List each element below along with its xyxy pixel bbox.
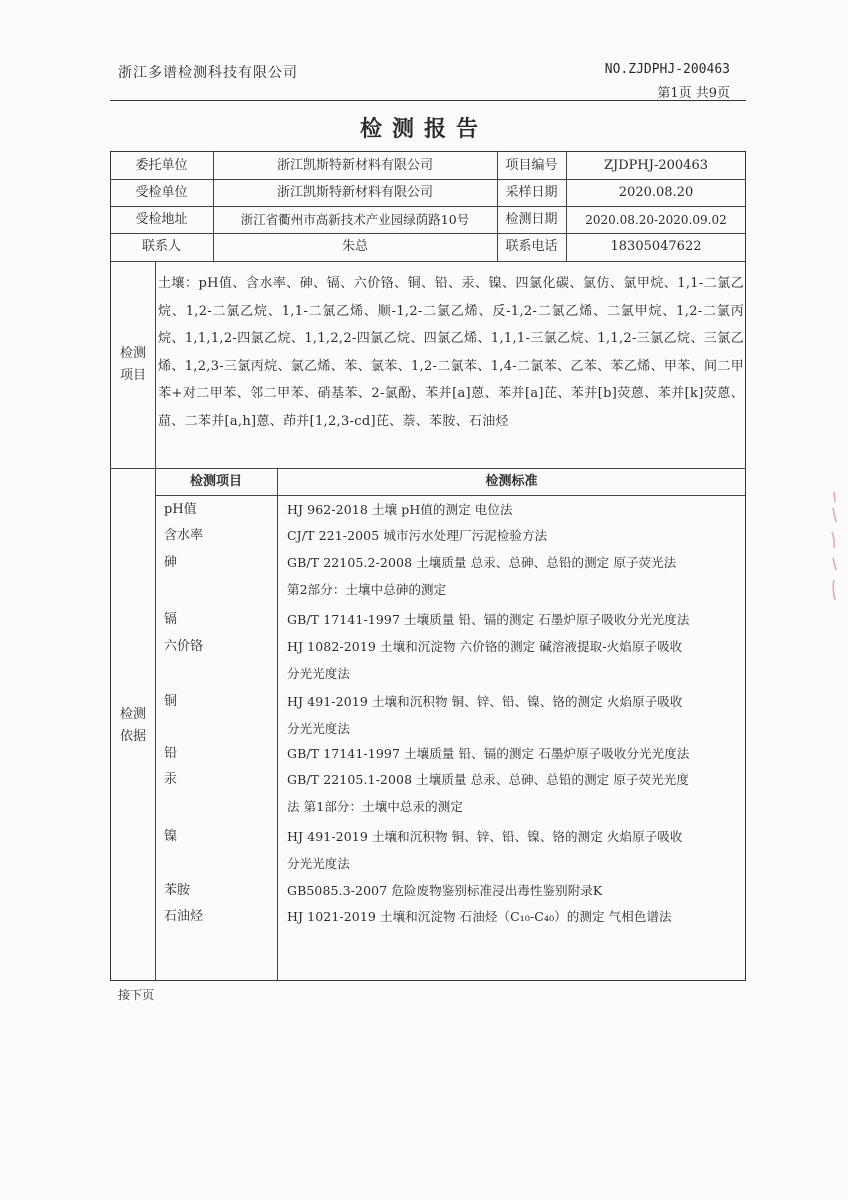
address-label: 受检地址 [135, 212, 188, 227]
basis-standard: HJ 1021-2019 土壤和沉淀物 石油烃（C₁₀-C₄₀）的测定 气相色谱法 [287, 909, 672, 924]
basis-standard: HJ 1082-2019 土壤和沉淀物 六价铬的测定 碱溶液提取-火焰原子吸收 [287, 639, 683, 654]
basis-standard-cont: 法 第1部分：土壤中总汞的测定 [287, 799, 463, 814]
inspected-value: 浙江凯斯特新材料有限公司 [276, 185, 433, 200]
row-divider [110, 233, 746, 234]
sampling-date-label: 采样日期 [505, 185, 558, 200]
company-name: 浙江多谱检测科技有限公司 [118, 65, 298, 81]
contact-label: 联系人 [141, 239, 181, 254]
basis-item: 苯胺 [164, 883, 191, 898]
basis-standard: CJ/T 221-2005 城市污水处理厂污泥检验方法 [287, 528, 548, 543]
report-number: NO.ZJDPHJ-200463 [604, 62, 730, 77]
basis-col-standard: 检测标准 [485, 474, 538, 489]
col-divider [155, 261, 156, 981]
col-divider [277, 468, 278, 981]
report-title: 检测报告 [359, 116, 488, 142]
basis-col-item: 检测项目 [189, 474, 242, 489]
basis-item: 镍 [164, 829, 178, 844]
contact-value: 朱总 [341, 239, 368, 254]
row-divider [110, 468, 746, 469]
basis-standard-cont: 分光光度法 [287, 856, 351, 871]
address-value: 浙江省衢州市高新技术产业园绿荫路10号 [240, 212, 470, 227]
items-label-line2: 项目 [119, 368, 146, 383]
client-label: 委托单位 [135, 158, 188, 173]
items-label [112, 343, 154, 387]
test-items-text: 土壤：pH值、含水率、砷、镉、六价铬、铜、铅、汞、镍、四氯化碳、氯仿、氯甲烷、1,1-二氯乙烷、1,2-二氯乙烷、1,1-二氯乙烯、顺-1,2-二氯乙烯、反-1,2-二氯乙烯、二氯甲烷、1,2-二氯丙烷、1,1,1,2-四氯乙烷、1,1,2,2-四氯乙烷、四氯乙烯、1,1,1-三氯乙烷、1,1,2-三氯乙烷、三氯乙烯、1,2,3-三氯丙烷、氯乙烯、苯、氯苯、1,2-二氯苯、1,4-二氯苯、乙苯、苯乙烯、甲苯、间二甲苯+对二甲苯、邻二甲苯、硝基苯、2-氯酚、苯并[a]蒽、苯并[a]芘、苯并[b]荧蒽、苯并[k]荧蒽、䓛、二苯并[a,h]蒽、茚并[1,2,3-cd]芘、萘、苯胺、石油烃 [158, 276, 744, 429]
basis-standard: GB/T 22105.1-2008 土壤质量 总汞、总砷、总铅的测定 原子荧光光度 [287, 772, 689, 787]
basis-standard: GB/T 17141-1997 土壤质量 铅、镉的测定 石墨炉原子吸收分光光度法 [287, 612, 690, 627]
page-indicator: 第1页 共9页 [657, 86, 730, 101]
row-divider [110, 261, 746, 262]
stamp-mark-icon [826, 488, 842, 608]
items-label-line1: 检测 [119, 346, 146, 361]
test-date-value: 2020.08.20-2020.09.02 [585, 213, 727, 227]
row-divider [155, 495, 746, 496]
basis-standard-cont: 第2部分：土壤中总砷的测定 [287, 582, 447, 597]
basis-item: 铜 [164, 694, 178, 709]
inspected-label: 受检单位 [135, 185, 188, 200]
row-divider [110, 206, 746, 207]
basis-standard: HJ 491-2019 土壤和沉积物 铜、锌、铅、镍、铬的测定 火焰原子吸收 [287, 829, 683, 844]
basis-item: 六价铬 [164, 639, 204, 654]
basis-standard: GB/T 17141-1997 土壤质量 铅、镉的测定 石墨炉原子吸收分光光度法 [287, 746, 690, 761]
project-no-value: ZJDPHJ-200463 [604, 158, 708, 173]
basis-label-line1: 检测 [119, 707, 146, 722]
basis-item: 含水率 [164, 528, 204, 543]
basis-standard-cont: 分光光度法 [287, 666, 351, 681]
test-date-label: 检测日期 [505, 212, 558, 227]
basis-item: 汞 [164, 772, 178, 787]
basis-label-line2: 依据 [119, 729, 146, 744]
header-rule [110, 100, 746, 101]
row-divider [110, 179, 746, 180]
phone-value: 18305047622 [610, 239, 702, 254]
basis-standard: GB5085.3-2007 危险废物鉴别标准浸出毒性鉴别附录K [287, 883, 603, 898]
basis-standard: GB/T 22105.2-2008 土壤质量 总汞、总砷、总铅的测定 原子荧光法 [287, 555, 677, 570]
continued-note: 接下页 [118, 988, 155, 1002]
client-value: 浙江凯斯特新材料有限公司 [276, 158, 433, 173]
basis-standard: HJ 491-2019 土壤和沉积物 铜、锌、铅、镍、铬的测定 火焰原子吸收 [287, 694, 683, 709]
basis-standard-cont: 分光光度法 [287, 721, 351, 736]
project-no-label: 项目编号 [505, 158, 558, 173]
phone-label: 联系电话 [505, 239, 558, 254]
basis-label [112, 704, 154, 748]
basis-item: 铅 [164, 746, 178, 761]
basis-item: 镉 [164, 612, 178, 627]
basis-item: pH值 [164, 502, 197, 517]
basis-item: 石油烃 [164, 909, 204, 924]
sampling-date-value: 2020.08.20 [618, 185, 694, 200]
basis-item: 砷 [164, 555, 178, 570]
basis-standard: HJ 962-2018 土壤 pH值的测定 电位法 [287, 502, 513, 517]
